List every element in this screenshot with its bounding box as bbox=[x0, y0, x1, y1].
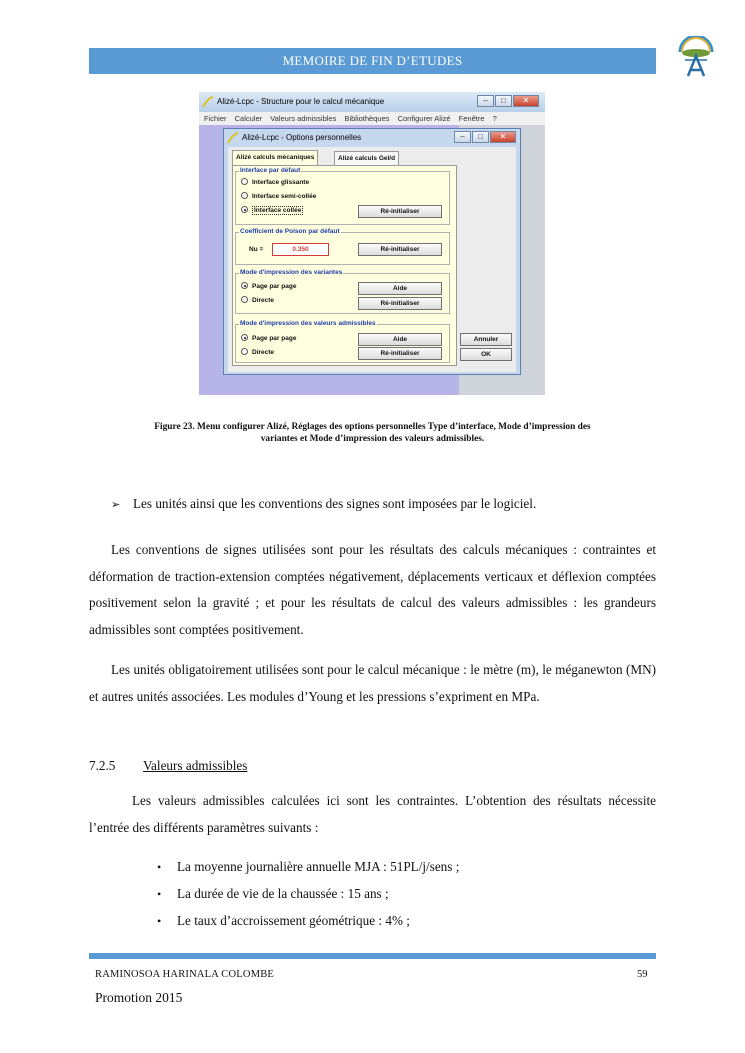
arrow-bullet-icon: ➢ bbox=[111, 498, 121, 511]
close-button[interactable]: ✕ bbox=[513, 95, 539, 107]
radio-valeurs-page-par-page[interactable] bbox=[241, 334, 296, 344]
dialog-title: Alizé-Lcpc - Options personnelles bbox=[242, 133, 362, 142]
radio-selected-icon bbox=[241, 206, 248, 213]
caption-line-1: Figure 23. Menu configurer Alizé, Réglages des options personnelles Type d’interface, Mode d’impression des bbox=[154, 422, 591, 432]
radio-icon bbox=[241, 178, 248, 185]
section-title: Valeurs admissibles bbox=[143, 758, 248, 773]
menu-configurer-alize[interactable]: Configurer Alizé bbox=[397, 114, 451, 123]
dialog-app-icon bbox=[227, 132, 239, 144]
radio-label: Page par page bbox=[252, 335, 297, 342]
radio-label: Directe bbox=[252, 297, 275, 304]
group-variantes-title: Mode d'impression des variantes bbox=[240, 269, 343, 276]
section-heading bbox=[89, 756, 247, 776]
reset-interface-button[interactable]: Ré-initialiser bbox=[358, 205, 442, 218]
arrow-bullet-text: Les unités ainsi que les conventions des signes sont imposées par le logiciel. bbox=[133, 496, 537, 511]
list-item bbox=[157, 857, 459, 877]
ok-button[interactable]: OK bbox=[460, 348, 512, 361]
radio-selected-icon bbox=[241, 334, 248, 341]
cancel-button[interactable]: Annuler bbox=[460, 333, 512, 346]
school-logo-icon bbox=[676, 36, 716, 78]
group-poisson bbox=[235, 228, 450, 265]
radio-icon bbox=[241, 192, 248, 199]
software-screenshot bbox=[199, 92, 545, 395]
dialog-maximize-button[interactable]: □ bbox=[472, 131, 489, 143]
footer-author: RAMINOSOA HARINALA COLOMBE bbox=[95, 969, 275, 980]
dialog-close-button[interactable]: ✕ bbox=[490, 131, 516, 143]
radio-label: Interface glissante bbox=[252, 179, 310, 186]
group-interface bbox=[235, 167, 450, 225]
options-dialog bbox=[223, 128, 521, 375]
list-item-text: La moyenne journalière annuelle MJA : 51PL/j/sens ; bbox=[177, 859, 460, 874]
menu-help[interactable]: ? bbox=[492, 114, 497, 123]
paragraph-units: Les unités obligatoirement utilisées sont pour le calcul mécanique : le mètre (m), le méganewton (MN) et autres unités associées. Les modules d’Young et les pressions s’expriment en MPa. bbox=[89, 662, 656, 704]
group-valeurs-title: Mode d'impression des valeurs admissibles bbox=[240, 320, 376, 327]
header-title: MEMOIRE DE FIN D’ETUDES bbox=[282, 53, 463, 68]
paragraph-sign-conventions: Les conventions de signes utilisées sont pour les résultats des calculs mécaniques : contraintes et déformation de traction-extension comptées négativement, déplacements verticaux et déflexion comptées positivement selon la gravité ; et pour les résultats de calcul des valeurs admissibles : les grandeurs admissibles sont comptées positivement. bbox=[89, 542, 656, 637]
reset-valeurs-button[interactable]: Ré-initialiser bbox=[358, 347, 442, 360]
bullet-dot-icon: • bbox=[157, 860, 162, 874]
footer-bar bbox=[89, 953, 656, 959]
reset-poisson-button[interactable]: Ré-initialiser bbox=[358, 243, 442, 256]
menu-valeurs-admissibles[interactable]: Valeurs admissibles bbox=[270, 114, 337, 123]
bullet-dot-icon: • bbox=[157, 887, 162, 901]
menu-fenetre[interactable]: Fenêtre bbox=[458, 114, 485, 123]
footer-page-number: 59 bbox=[637, 969, 648, 980]
reset-variantes-button[interactable]: Ré-initialiser bbox=[358, 297, 442, 310]
help-variantes-button[interactable]: Aide bbox=[358, 282, 442, 295]
radio-variantes-page-par-page[interactable] bbox=[241, 282, 296, 292]
section-number: 7.2.5 bbox=[89, 758, 116, 773]
tab-panel bbox=[232, 165, 457, 366]
radio-interface-collee[interactable] bbox=[241, 206, 303, 216]
minimize-button[interactable]: – bbox=[477, 95, 494, 107]
list-item bbox=[157, 911, 410, 931]
alize-app-icon bbox=[202, 96, 214, 108]
caption-line-2: variantes et Mode d’impression des valeurs admissibles. bbox=[260, 434, 485, 444]
group-interface-title: Interface par défaut bbox=[240, 167, 301, 174]
group-poisson-title: Coefficient de Poison par défaut bbox=[240, 228, 340, 235]
group-variantes bbox=[235, 269, 450, 314]
menu-calculer[interactable]: Calculer bbox=[234, 114, 263, 123]
dialog-body bbox=[228, 147, 516, 372]
bullet-dot-icon: • bbox=[157, 914, 162, 928]
arrow-bullet-item bbox=[111, 494, 536, 515]
radio-label: Directe bbox=[252, 349, 275, 356]
footer-promotion: Promotion 2015 bbox=[95, 990, 183, 1005]
radio-selected-icon bbox=[241, 282, 248, 289]
figure-caption bbox=[95, 421, 650, 445]
radio-icon bbox=[241, 348, 248, 355]
help-valeurs-button[interactable]: Aide bbox=[358, 333, 442, 346]
list-item bbox=[157, 884, 389, 904]
maximize-button[interactable]: □ bbox=[495, 95, 512, 107]
tab-calculs-gel[interactable]: Alizé calculs Gel/d bbox=[334, 151, 399, 165]
dialog-minimize-button[interactable]: – bbox=[454, 131, 471, 143]
list-item-text: Le taux d’accroissement géométrique : 4% ; bbox=[177, 913, 410, 928]
nu-label: Nu = bbox=[249, 246, 264, 253]
radio-interface-semi-collee[interactable] bbox=[241, 192, 316, 202]
main-window-title: Alizé-Lcpc - Structure pour le calcul mécanique bbox=[217, 97, 385, 106]
main-window-titlebar bbox=[199, 92, 545, 112]
radio-label: Page par page bbox=[252, 283, 297, 290]
page-header-bar bbox=[89, 48, 656, 74]
tab-calculs-mecaniques[interactable]: Alizé calculs mécaniques bbox=[232, 150, 318, 166]
list-item-text: La durée de vie de la chaussée : 15 ans ; bbox=[177, 886, 389, 901]
menu-bibliotheques[interactable]: Bibliothèques bbox=[344, 114, 390, 123]
radio-variantes-directe[interactable] bbox=[241, 296, 274, 306]
menu-fichier[interactable]: Fichier bbox=[204, 114, 227, 123]
radio-interface-glissante[interactable] bbox=[241, 178, 309, 188]
group-valeurs bbox=[235, 320, 450, 363]
dialog-titlebar bbox=[224, 129, 520, 147]
radio-label: Interface collée bbox=[254, 207, 302, 214]
paragraph-admissible-values: Les valeurs admissibles calculées ici sont les contraintes. L’obtention des résultats nécessite l’entrée des différents paramètres suivants : bbox=[89, 793, 656, 835]
radio-valeurs-directe[interactable] bbox=[241, 348, 274, 358]
menu-bar bbox=[199, 112, 545, 125]
radio-icon bbox=[241, 296, 248, 303]
nu-input[interactable]: 0.350 bbox=[272, 243, 329, 256]
radio-label: Interface semi-collée bbox=[252, 193, 317, 200]
